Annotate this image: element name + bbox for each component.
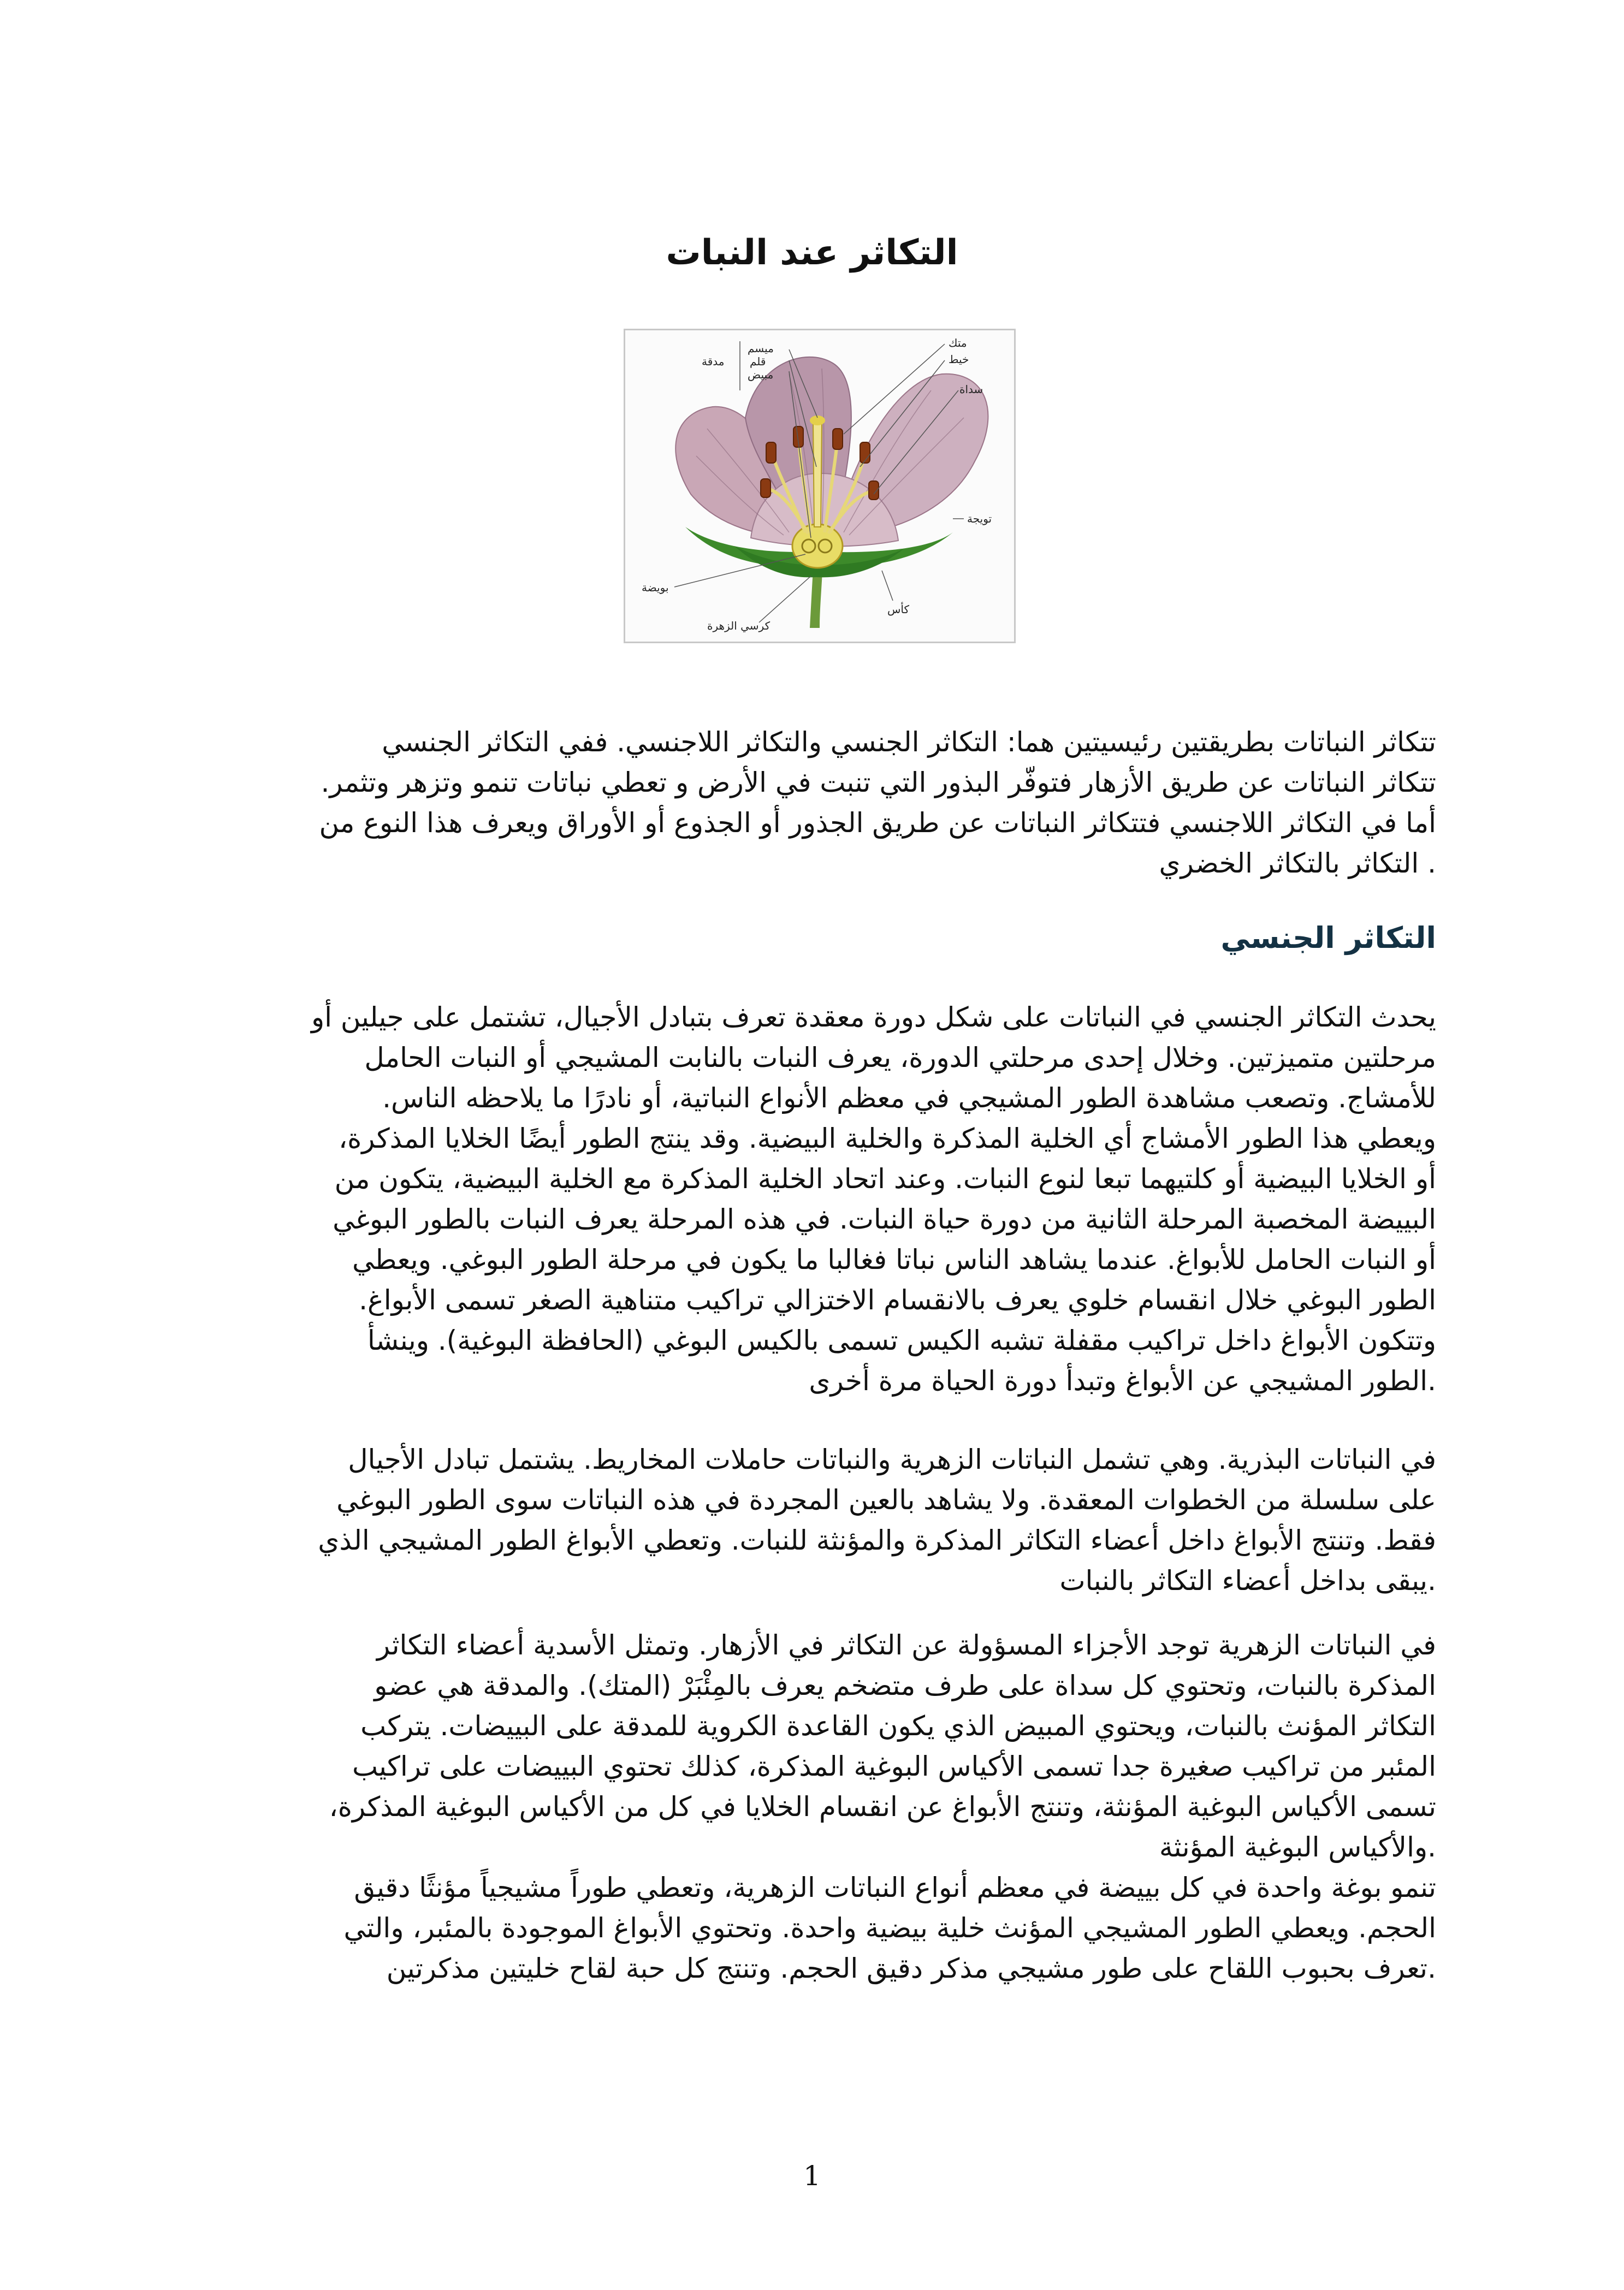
paragraph-line: المئبر من تراكيب صغيرة جدا تسمى الأكياس البوغية المذكرة، كذلك تحتوي البييضات على تراكيب [352, 1751, 1436, 1782]
paragraph-line: على سلسلة من الخطوات المعقدة. ولا يشاهد بالعين المجردة في هذه النباتات سوى الطور البوغي [336, 1484, 1436, 1516]
paragraph-line: .تعرف بحبوب اللقاح على طور مشيجي مذكر دقيق الحجم. وتنتج كل حبة لقاح خليتين مذكرتين [386, 1953, 1436, 1984]
intro-paragraph [197, 722, 1436, 883]
flower-diagram [624, 329, 1016, 643]
intro-line: أما في التكاثر اللاجنسي فتتكاثر النباتات عن طريق الجذور أو الجذوع أو الأوراق ويعرف هذا النوع من [319, 807, 1436, 839]
paragraph-line: .والأكياس البوغية المؤنثة [1159, 1831, 1436, 1863]
label-style: قلم [750, 355, 766, 368]
paragraph-line: ويعطي هذا الطور الأمشاج أي الخلية المذكرة والخلية البيضية. وقد ينتج الطور أيضًا الخلايا المذكرة، [338, 1123, 1436, 1154]
paragraph-line: مرحلتين متميزتين. وخلال إحدى مرحلتي الدورة، يعرف النبات بالنابت المشيجي أو النبات الحامل [364, 1042, 1436, 1073]
label-anther: متك [949, 336, 967, 349]
paragraph-2 [197, 1439, 1436, 1601]
page-number: 1 [803, 2160, 821, 2192]
intro-line: . التكاثر بالتكاثر الخضري [1159, 847, 1436, 879]
intro-line: تتكاثر النباتات عن طريق الأزهار فتوفّر البذور التي تنبت في الأرض و تعطي نباتات تنمو وتزهر وتثمر. [321, 767, 1436, 798]
label-receptacle: كرسي الزهرة [707, 619, 770, 632]
label-stamen: سداة [959, 383, 983, 396]
paragraph-line: .يبقى بداخل أعضاء التكاثر بالنبات [1059, 1565, 1436, 1597]
paragraph-line: الحجم. ويعطي الطور المشيجي المؤنث خلية بيضية واحدة. وتحتوي الأبواغ الموجودة بالمئبر، والتي [343, 1912, 1436, 1944]
paragraph-line: للأمشاج. وتصعب مشاهدة الطور المشيجي في معظم الأنواع النباتية، أو نادرًا ما يلاحظه الناس. [382, 1082, 1436, 1114]
paragraph-line: أو النبات الحامل للأبواغ. عندما يشاهد الناس نباتا فغالبا ما يكون في مرحلة الطور البوغي. ويعطي [352, 1244, 1436, 1275]
paragraph-line: يحدث التكاثر الجنسي في النباتات على شكل دورة معقدة تعرف بتبادل الأجيال، تشتمل على جيلين أو [311, 1001, 1436, 1033]
paragraph-line: التكاثر المؤنث بالنبات، ويحتوي المبيض الذي يكون القاعدة الكروية للمدقة على البييضات. يتركب [360, 1710, 1436, 1742]
paragraph-line: فقط. وتنتج الأبواغ داخل أعضاء التكاثر المذكرة والمؤنثة للنبات. وتعطي الأبواغ الطور المشيجي الذي [318, 1524, 1436, 1556]
section-heading: التكاثر الجنسي [1220, 921, 1436, 955]
paragraph-line: تنمو بوغة واحدة في كل بييضة في معظم أنواع النباتات الزهرية، وتعطي طوراً مشيجياً مؤنثًا دقيق [354, 1872, 1436, 1903]
label-ovule: بويضة [642, 581, 669, 594]
style-shape [813, 423, 822, 527]
label-filament: خيط [949, 353, 969, 366]
paragraph-3 [197, 1625, 1436, 1989]
ovary-shape [792, 524, 843, 568]
paragraph-line: .الطور المشيجي عن الأبواغ وتبدأ دورة الحياة مرة أخرى [809, 1365, 1436, 1397]
paragraph-line: في النباتات الزهرية توجد الأجزاء المسؤولة عن التكاثر في الأزهار. وتمثل الأسدية أعضاء التكاثر [376, 1629, 1436, 1661]
document-title: التكاثر عند النبات [666, 233, 958, 273]
label-corolla: تويجة [967, 512, 992, 525]
paragraph-line: تسمى الأكياس البوغية المؤنثة، وتنتج الأبواغ عن انقسام الخلايا في كل من الأكياس البوغية المذكرة، [329, 1791, 1436, 1823]
paragraph-line: المذكرة بالنبات، وتحتوي كل سداة على طرف متضخم يعرف بالمِئْبَرْ (المتك). والمدقة هي عضو [374, 1670, 1436, 1701]
paragraph-line: وتتكون الأبواغ داخل تراكيب مقفلة تشبه الكيس تسمى بالكيس البوغي (الحافظة البوغية). وينشأ [367, 1325, 1436, 1356]
label-stigma: ميسم [748, 342, 774, 355]
paragraph-line: في النباتات البذرية. وهي تشمل النباتات الزهرية والنباتات حاملات المخاريط. يشتمل تبادل الأجيال [348, 1444, 1436, 1475]
label-ovary: مبيض [748, 368, 774, 381]
paragraph-line: الطور البوغي خلال انقسام خلوي يعرف بالانقسام الاختزالي تراكيب متناهية الصغر تسمى الأبواغ. [359, 1284, 1436, 1316]
label-pistil: مدقة [702, 355, 725, 368]
paragraph-line: البييضة المخصبة المرحلة الثانية من دورة حياة النبات. في هذه المرحلة يعرف النبات بالطور البوغي [333, 1203, 1436, 1235]
paragraph-1 [197, 997, 1436, 1401]
anther-shape [766, 442, 776, 463]
label-calyx: كأس [887, 603, 910, 616]
intro-line: تتكاثر النباتات بطريقتين رئيسيتين هما: التكاثر الجنسي والتكاثر اللاجنسي. ففي التكاثر الجنسي [382, 726, 1436, 758]
paragraph-line: أو الخلايا البيضية أو كلتيهما تبعا لنوع النبات. وعند اتحاد الخلية المذكرة مع الخلية البيضية، يتكون من [334, 1163, 1436, 1195]
